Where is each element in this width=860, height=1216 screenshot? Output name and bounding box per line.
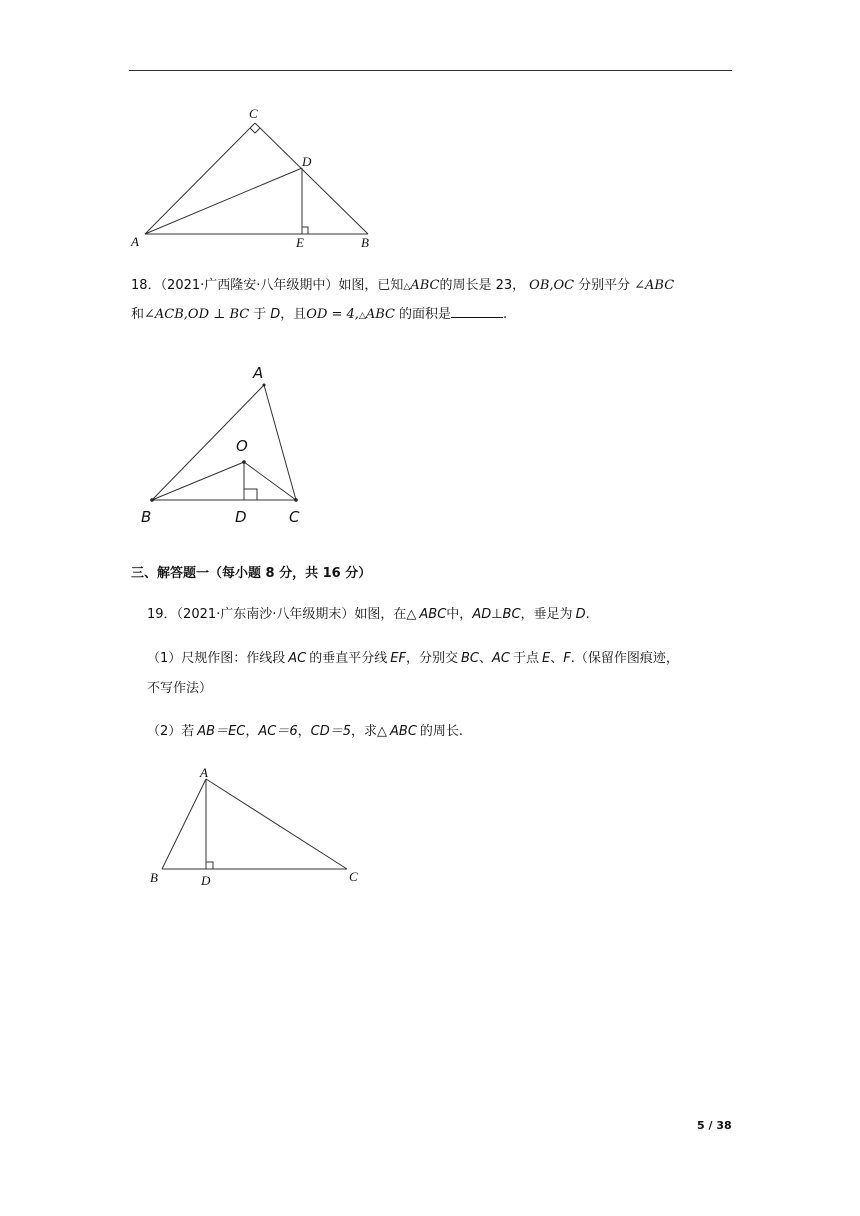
q19-f: F [563, 651, 571, 666]
q19-text: ，垂足为 [520, 607, 573, 622]
segment-ac [206, 779, 347, 869]
segment-ad [145, 168, 302, 234]
q19-ac: AC [492, 651, 510, 666]
right-angle-mark-d [244, 489, 257, 500]
q19-part1-line1 [147, 649, 679, 669]
point-a [263, 384, 266, 387]
section-title: 三、解答题一（每小题 8 分，共 16 分） [131, 566, 372, 581]
q18-angle-abc: ∠ABC [634, 278, 675, 293]
q18-text: 的周长是 23， [439, 278, 526, 293]
q18-abc: ABC [365, 307, 396, 322]
right-angle-mark-c [250, 128, 260, 133]
q19-part2 [147, 722, 463, 742]
answer-blank[interactable] [451, 305, 503, 318]
q18-text: 分别平分 [578, 278, 631, 293]
label-c: C [289, 508, 300, 526]
q19-ac: AC [288, 651, 307, 666]
q19-text: 、 [550, 651, 564, 666]
q19-ad-perp-bc: AD⊥BC [472, 607, 521, 622]
q19-source: （2021·广东南沙·八年级期末） [176, 607, 355, 622]
q19-text: 、 [479, 651, 493, 666]
segment-ac [145, 123, 255, 234]
page-number: 5 / 38 [697, 1119, 732, 1132]
q19-part1-line2 [147, 679, 212, 699]
label-a: A [253, 364, 264, 382]
label-d: D [201, 873, 211, 888]
q19-text: 中， [446, 607, 473, 622]
q19-text: . [585, 607, 590, 622]
q18-abc: ABC [410, 278, 440, 293]
q18-source: （2021·广西隆安·八年级期中） [160, 278, 339, 293]
label-d: D [235, 508, 247, 526]
label-a: A [200, 765, 208, 780]
q18-text: ，且 [280, 307, 307, 322]
q18-angle-acb: ∠ACB,OD ⊥ BC [144, 307, 250, 322]
q18-text: 的面积是 [399, 307, 452, 322]
q19-text: （2）若 [147, 724, 195, 739]
label-b: B [141, 508, 152, 526]
q19-ab-ec: AB＝EC [197, 724, 246, 739]
q19-text: ， [297, 724, 311, 739]
label-e: E [296, 235, 304, 250]
q19-text: 的垂直平分线 [309, 651, 388, 666]
q19-ac-value: AC＝6 [258, 724, 298, 739]
q19-text: .（保留作图痕迹， [570, 651, 679, 666]
label-c: C [249, 106, 258, 121]
q18-ob-oc: OB,OC [529, 278, 575, 293]
segment-ac [264, 385, 296, 500]
q19-text: 于点 [513, 651, 540, 666]
label-d: D [302, 154, 312, 169]
q19-cd-value: CD＝5 [310, 724, 352, 739]
q19-abc: ABC [419, 607, 447, 622]
point-b [150, 498, 154, 502]
q18-d: D [270, 307, 281, 322]
q18-number: 18． [131, 278, 161, 293]
q18-line1 [131, 276, 674, 297]
q19-text: ，分别交 [405, 651, 458, 666]
figure-2-triangle [130, 360, 320, 530]
q19-e: E [542, 651, 551, 666]
label-b: B [361, 235, 369, 250]
segment-oc [244, 462, 296, 500]
label-b: B [150, 870, 158, 885]
q19-text: 如图，在△ [354, 607, 417, 622]
figure-3-triangle [140, 760, 370, 895]
q19-line1 [147, 605, 590, 625]
q19-text: 的周长. [419, 724, 464, 739]
q19-text: ， [245, 724, 259, 739]
triangle-symbol: △ [358, 311, 366, 321]
segment-bo [152, 462, 244, 500]
right-angle-mark-e [302, 227, 308, 234]
q18-text: . [503, 307, 508, 322]
right-angle-mark-d [206, 862, 213, 869]
point-c [294, 498, 298, 502]
q18-text: 和 [131, 307, 145, 322]
label-a: A [131, 234, 139, 249]
segment-ba [162, 779, 206, 869]
q18-text: 于 [253, 307, 267, 322]
q19-d: D [575, 607, 586, 622]
q19-text: ，求△ [351, 724, 388, 739]
label-o: O [236, 437, 248, 455]
q19-text: （1）尺规作图：作线段 [147, 651, 286, 666]
q19-number: 19． [147, 607, 177, 622]
segment-cb [255, 123, 368, 234]
q18-text: 如图，已知 [338, 278, 404, 293]
header-rule [129, 70, 732, 71]
q18-od: OD = 4, [306, 307, 359, 322]
q19-text: 不写作法） [147, 681, 213, 696]
q19-abc: ABC [390, 724, 417, 739]
q18-line2 [131, 305, 507, 326]
q19-bc: BC [461, 651, 479, 666]
label-c: C [349, 869, 358, 884]
triangle-symbol: △ [403, 282, 411, 292]
figure-1-triangle [128, 100, 388, 255]
q19-ef: EF [390, 651, 406, 666]
point-o [242, 460, 246, 464]
